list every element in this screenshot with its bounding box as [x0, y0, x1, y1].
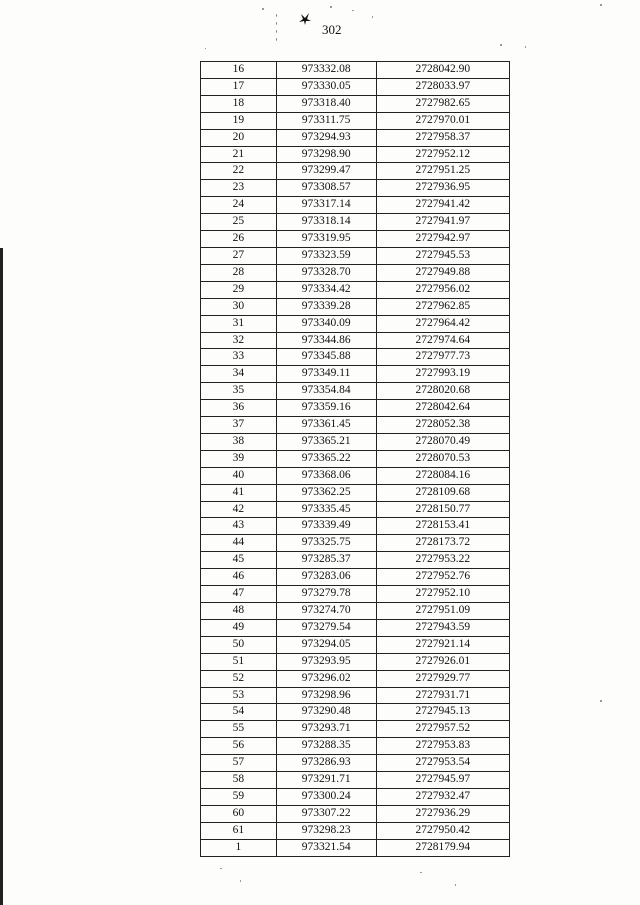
table-row — [201, 822, 510, 839]
x-coordinate-cell: 973325.75 — [276, 535, 376, 552]
scan-speck — [205, 48, 206, 49]
x-coordinate-cell: 973335.45 — [276, 501, 376, 518]
x-coordinate-cell: 973332.08 — [276, 62, 376, 79]
table-row — [201, 95, 510, 112]
point-number-cell: 28 — [201, 264, 277, 281]
point-number-cell: 51 — [201, 653, 277, 670]
scan-speck — [330, 6, 332, 8]
y-coordinate-cell: 2727953.54 — [376, 755, 509, 772]
point-number-cell: 17 — [201, 78, 277, 95]
table-row — [201, 163, 510, 180]
table-row — [201, 518, 510, 535]
point-number-cell: 55 — [201, 721, 277, 738]
table-row — [201, 501, 510, 518]
table-row — [201, 62, 510, 79]
y-coordinate-cell: 2728179.94 — [376, 839, 509, 856]
x-coordinate-cell: 973349.11 — [276, 366, 376, 383]
scan-speck — [525, 46, 526, 48]
x-coordinate-cell: 973345.88 — [276, 349, 376, 366]
x-coordinate-cell: 973311.75 — [276, 112, 376, 129]
y-coordinate-cell: 2728020.68 — [376, 383, 509, 400]
point-number-cell: 26 — [201, 231, 277, 248]
point-number-cell: 44 — [201, 535, 277, 552]
x-coordinate-cell: 973298.96 — [276, 687, 376, 704]
point-number-cell: 42 — [201, 501, 277, 518]
table-row — [201, 264, 510, 281]
x-coordinate-cell: 973328.70 — [276, 264, 376, 281]
x-coordinate-cell: 973321.54 — [276, 839, 376, 856]
y-coordinate-cell: 2728070.49 — [376, 433, 509, 450]
table-row — [201, 603, 510, 620]
x-coordinate-cell: 973274.70 — [276, 603, 376, 620]
scan-speck — [276, 14, 277, 17]
y-coordinate-cell: 2727950.42 — [376, 822, 509, 839]
table-row — [201, 383, 510, 400]
table-row — [201, 433, 510, 450]
point-number-cell: 21 — [201, 146, 277, 163]
x-coordinate-cell: 973361.45 — [276, 417, 376, 434]
y-coordinate-cell: 2727943.59 — [376, 619, 509, 636]
table-row — [201, 839, 510, 856]
table-row — [201, 552, 510, 569]
y-coordinate-cell: 2727932.47 — [376, 788, 509, 805]
x-coordinate-cell: 973365.21 — [276, 433, 376, 450]
y-coordinate-cell: 2727949.88 — [376, 264, 509, 281]
y-coordinate-cell: 2727952.12 — [376, 146, 509, 163]
y-coordinate-cell: 2727993.19 — [376, 366, 509, 383]
x-coordinate-cell: 973286.93 — [276, 755, 376, 772]
x-coordinate-cell: 973359.16 — [276, 400, 376, 417]
x-coordinate-cell: 973334.42 — [276, 281, 376, 298]
x-coordinate-cell: 973279.78 — [276, 586, 376, 603]
x-coordinate-cell: 973362.25 — [276, 484, 376, 501]
y-coordinate-cell: 2727952.76 — [376, 569, 509, 586]
table-row — [201, 146, 510, 163]
table-row — [201, 569, 510, 586]
y-coordinate-cell: 2728153.41 — [376, 518, 509, 535]
point-number-cell: 19 — [201, 112, 277, 129]
point-number-cell: 34 — [201, 366, 277, 383]
point-number-cell: 41 — [201, 484, 277, 501]
point-number-cell: 40 — [201, 467, 277, 484]
point-number-cell: 43 — [201, 518, 277, 535]
table-row — [201, 112, 510, 129]
table-row — [201, 417, 510, 434]
y-coordinate-cell: 2727936.29 — [376, 805, 509, 822]
point-number-cell: 31 — [201, 315, 277, 332]
table-row — [201, 704, 510, 721]
y-coordinate-cell: 2727952.10 — [376, 586, 509, 603]
y-coordinate-cell: 2728052.38 — [376, 417, 509, 434]
point-number-cell: 22 — [201, 163, 277, 180]
y-coordinate-cell: 2728070.53 — [376, 450, 509, 467]
x-coordinate-cell: 973319.95 — [276, 231, 376, 248]
y-coordinate-cell: 2727951.25 — [376, 163, 509, 180]
y-coordinate-cell: 2727953.22 — [376, 552, 509, 569]
table-row — [201, 755, 510, 772]
x-coordinate-cell: 973283.06 — [276, 569, 376, 586]
scan-speck — [600, 700, 602, 702]
y-coordinate-cell: 2727953.83 — [376, 738, 509, 755]
point-number-cell: 47 — [201, 586, 277, 603]
coordinate-table — [200, 61, 510, 857]
scan-speck — [352, 10, 354, 11]
point-number-cell: 37 — [201, 417, 277, 434]
y-coordinate-cell: 2727936.95 — [376, 180, 509, 197]
x-coordinate-cell: 973365.22 — [276, 450, 376, 467]
x-coordinate-cell: 973354.84 — [276, 383, 376, 400]
y-coordinate-cell: 2727921.14 — [376, 636, 509, 653]
x-coordinate-cell: 973298.90 — [276, 146, 376, 163]
point-number-cell: 54 — [201, 704, 277, 721]
point-number-cell: 16 — [201, 62, 277, 79]
scan-speck — [220, 868, 222, 869]
table-row — [201, 788, 510, 805]
point-number-cell: 29 — [201, 281, 277, 298]
x-coordinate-cell: 973318.40 — [276, 95, 376, 112]
y-coordinate-cell: 2727941.42 — [376, 197, 509, 214]
x-coordinate-cell: 973298.23 — [276, 822, 376, 839]
x-coordinate-cell: 973294.05 — [276, 636, 376, 653]
y-coordinate-cell: 2727977.73 — [376, 349, 509, 366]
x-coordinate-cell: 973294.93 — [276, 129, 376, 146]
table-row — [201, 772, 510, 789]
scan-speck — [600, 4, 602, 6]
table-row — [201, 180, 510, 197]
y-coordinate-cell: 2728109.68 — [376, 484, 509, 501]
scan-speck — [262, 8, 264, 10]
point-number-cell: 25 — [201, 214, 277, 231]
x-coordinate-cell: 973330.05 — [276, 78, 376, 95]
x-coordinate-cell: 973288.35 — [276, 738, 376, 755]
table-row — [201, 535, 510, 552]
y-coordinate-cell: 2727958.37 — [376, 129, 509, 146]
table-row — [201, 636, 510, 653]
coordinate-table-body — [201, 62, 510, 857]
point-number-cell: 58 — [201, 772, 277, 789]
table-row — [201, 670, 510, 687]
y-coordinate-cell: 2727945.13 — [376, 704, 509, 721]
scan-speck — [420, 872, 422, 873]
x-coordinate-cell: 973300.24 — [276, 788, 376, 805]
x-coordinate-cell: 973339.28 — [276, 298, 376, 315]
x-coordinate-cell: 973285.37 — [276, 552, 376, 569]
table-row — [201, 298, 510, 315]
y-coordinate-cell: 2727941.97 — [376, 214, 509, 231]
table-row — [201, 247, 510, 264]
y-coordinate-cell: 2727945.53 — [376, 247, 509, 264]
x-coordinate-cell: 973340.09 — [276, 315, 376, 332]
table-row — [201, 721, 510, 738]
scan-speck — [372, 16, 373, 18]
table-row — [201, 129, 510, 146]
y-coordinate-cell: 2728084.16 — [376, 467, 509, 484]
table-row — [201, 467, 510, 484]
x-coordinate-cell: 973293.95 — [276, 653, 376, 670]
point-number-cell: 35 — [201, 383, 277, 400]
point-number-cell: 53 — [201, 687, 277, 704]
y-coordinate-cell: 2727926.01 — [376, 653, 509, 670]
y-coordinate-cell: 2728150.77 — [376, 501, 509, 518]
ink-blot-mark — [298, 12, 312, 26]
y-coordinate-cell: 2728042.90 — [376, 62, 509, 79]
table-row — [201, 805, 510, 822]
table-row — [201, 332, 510, 349]
point-number-cell: 39 — [201, 450, 277, 467]
point-number-cell: 24 — [201, 197, 277, 214]
y-coordinate-cell: 2728173.72 — [376, 535, 509, 552]
scan-speck — [276, 38, 277, 41]
point-number-cell: 57 — [201, 755, 277, 772]
x-coordinate-cell: 973323.59 — [276, 247, 376, 264]
scan-speck — [500, 44, 502, 46]
table-row — [201, 366, 510, 383]
y-coordinate-cell: 2727970.01 — [376, 112, 509, 129]
point-number-cell: 38 — [201, 433, 277, 450]
table-row — [201, 349, 510, 366]
table-row — [201, 738, 510, 755]
x-coordinate-cell: 973279.54 — [276, 619, 376, 636]
y-coordinate-cell: 2727957.52 — [376, 721, 509, 738]
point-number-cell: 56 — [201, 738, 277, 755]
scan-speck — [455, 884, 456, 886]
y-coordinate-cell: 2727945.97 — [376, 772, 509, 789]
point-number-cell: 32 — [201, 332, 277, 349]
x-coordinate-cell: 973308.57 — [276, 180, 376, 197]
point-number-cell: 1 — [201, 839, 277, 856]
table-row — [201, 231, 510, 248]
point-number-cell: 18 — [201, 95, 277, 112]
table-row — [201, 484, 510, 501]
point-number-cell: 23 — [201, 180, 277, 197]
point-number-cell: 50 — [201, 636, 277, 653]
point-number-cell: 27 — [201, 247, 277, 264]
table-row — [201, 450, 510, 467]
x-coordinate-cell: 973307.22 — [276, 805, 376, 822]
y-coordinate-cell: 2727962.85 — [376, 298, 509, 315]
table-row — [201, 653, 510, 670]
table-row — [201, 78, 510, 95]
page-number: 302 — [322, 22, 342, 37]
point-number-cell: 49 — [201, 619, 277, 636]
point-number-cell: 30 — [201, 298, 277, 315]
table-row — [201, 400, 510, 417]
point-number-cell: 48 — [201, 603, 277, 620]
table-row — [201, 281, 510, 298]
x-coordinate-cell: 973293.71 — [276, 721, 376, 738]
y-coordinate-cell: 2727931.71 — [376, 687, 509, 704]
point-number-cell: 36 — [201, 400, 277, 417]
point-number-cell: 60 — [201, 805, 277, 822]
y-coordinate-cell: 2727929.77 — [376, 670, 509, 687]
y-coordinate-cell: 2727964.42 — [376, 315, 509, 332]
scan-edge-bar — [0, 248, 3, 905]
scan-speck — [240, 880, 241, 882]
x-coordinate-cell: 973344.86 — [276, 332, 376, 349]
y-coordinate-cell: 2727942.97 — [376, 231, 509, 248]
y-coordinate-cell: 2727974.64 — [376, 332, 509, 349]
x-coordinate-cell: 973296.02 — [276, 670, 376, 687]
table-row — [201, 687, 510, 704]
point-number-cell: 61 — [201, 822, 277, 839]
x-coordinate-cell: 973339.49 — [276, 518, 376, 535]
scan-speck — [276, 30, 277, 33]
table-row — [201, 197, 510, 214]
table-row — [201, 315, 510, 332]
table-row — [201, 214, 510, 231]
y-coordinate-cell: 2728033.97 — [376, 78, 509, 95]
point-number-cell: 52 — [201, 670, 277, 687]
x-coordinate-cell: 973299.47 — [276, 163, 376, 180]
scan-speck — [276, 22, 277, 25]
x-coordinate-cell: 973317.14 — [276, 197, 376, 214]
x-coordinate-cell: 973290.48 — [276, 704, 376, 721]
x-coordinate-cell: 973318.14 — [276, 214, 376, 231]
x-coordinate-cell: 973291.71 — [276, 772, 376, 789]
point-number-cell: 46 — [201, 569, 277, 586]
point-number-cell: 45 — [201, 552, 277, 569]
table-row — [201, 619, 510, 636]
y-coordinate-cell: 2727982.65 — [376, 95, 509, 112]
y-coordinate-cell: 2728042.64 — [376, 400, 509, 417]
point-number-cell: 20 — [201, 129, 277, 146]
y-coordinate-cell: 2727951.09 — [376, 603, 509, 620]
point-number-cell: 59 — [201, 788, 277, 805]
y-coordinate-cell: 2727956.02 — [376, 281, 509, 298]
table-row — [201, 586, 510, 603]
x-coordinate-cell: 973368.06 — [276, 467, 376, 484]
point-number-cell: 33 — [201, 349, 277, 366]
